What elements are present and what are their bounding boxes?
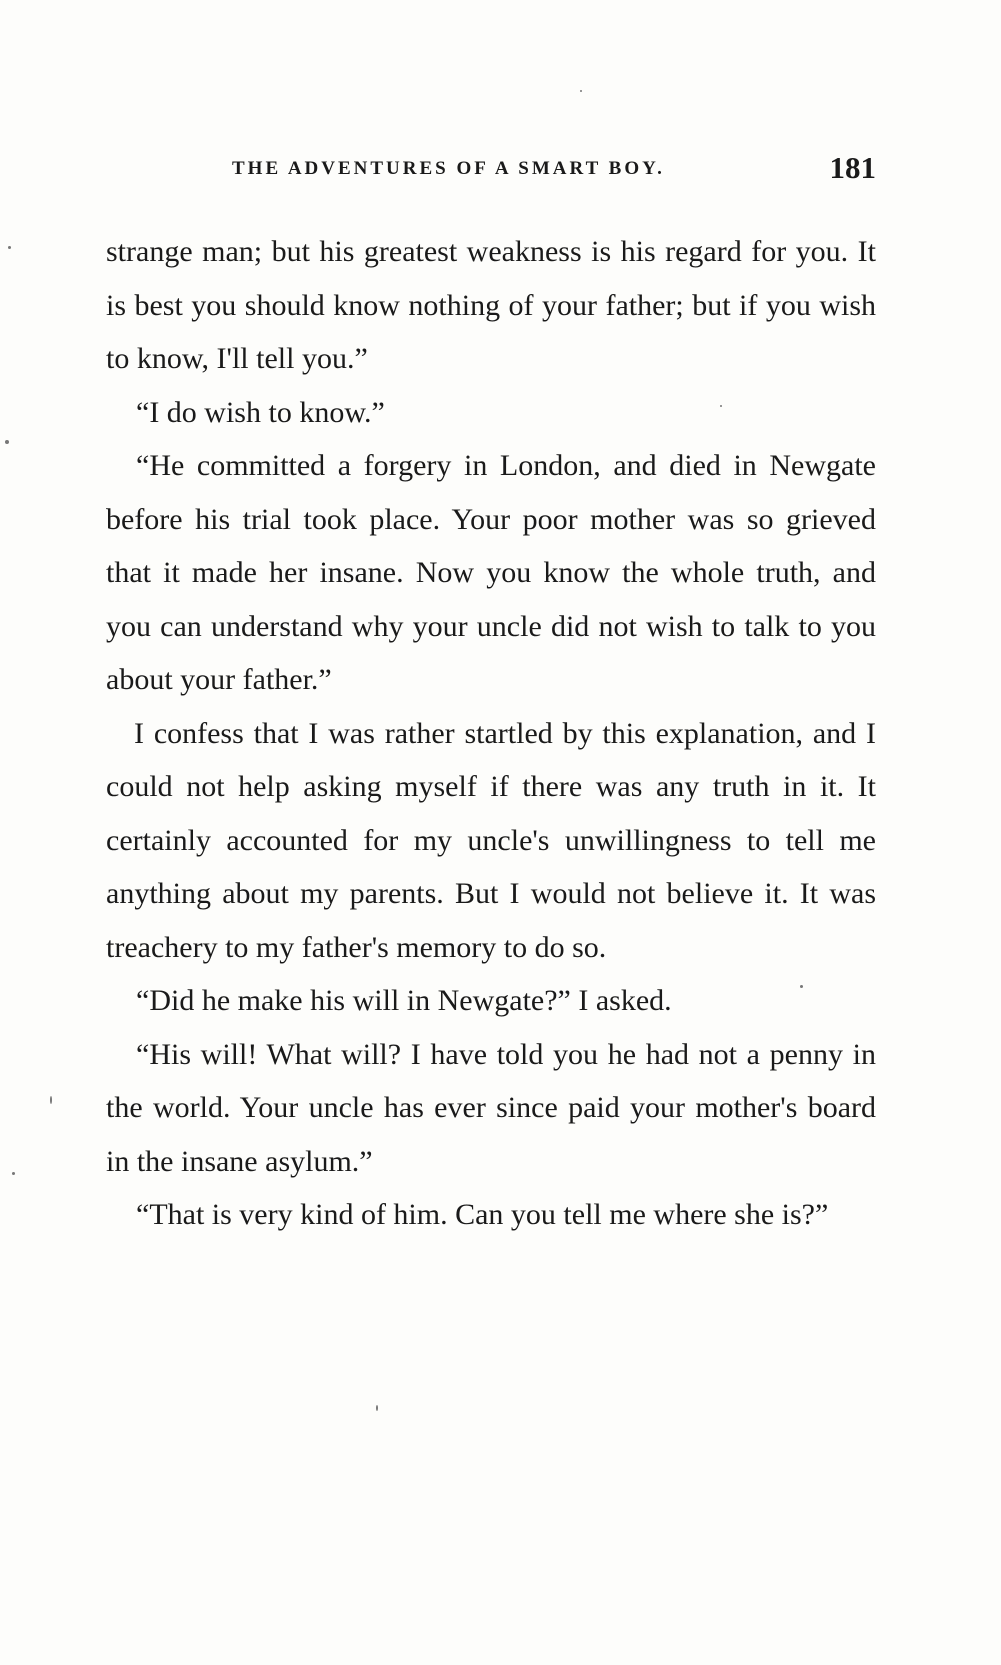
paragraph-6: “His will! What will? I have told you he had not a penny in the world. Your uncle has ever since paid your mother's board in the insane asylum.” [106, 1037, 876, 1178]
paper-speck [376, 1405, 378, 1411]
paper-speck [12, 1172, 15, 1175]
paragraph-4: I confess that I was rather startled by this explanation, and I could not help asking myself if there was any truth in it. It certainly accounted for my uncle's unwillingness to tell me anything about my parents. But I would not believe it. It was treachery to my father's memory to do so. [106, 716, 876, 964]
body-text [106, 225, 876, 1242]
paragraph-2: “I do wish to know.” [136, 395, 385, 429]
page-number: 181 [829, 150, 876, 185]
paragraph-5: “Did he make his will in Newgate?” I asked. [136, 984, 672, 1017]
running-head [106, 150, 876, 190]
running-title: THE ADVENTURES OF A SMART BOY. [232, 158, 665, 179]
paper-speck [580, 90, 582, 92]
paragraph-1: strange man; but his greatest weakness is his regard for you. It is best you should know nothing of your father; but if you wish to know, I'll tell you.” [106, 235, 876, 375]
paper-speck [50, 1096, 52, 1104]
paper-speck [720, 405, 722, 407]
paragraph-7: “That is very kind of him. Can you tell me where she is?” [136, 1198, 829, 1231]
paper-speck [5, 440, 9, 444]
paper-speck [800, 985, 803, 988]
paragraph-3: “He committed a forgery in London, and died in Newgate before his trial took place. Your poor mother was so grieved that it made her insane. Now you know the whole truth, and you can understand why your uncle did not wish to talk to you about your father.” [106, 449, 876, 696]
paper-speck [8, 246, 11, 249]
